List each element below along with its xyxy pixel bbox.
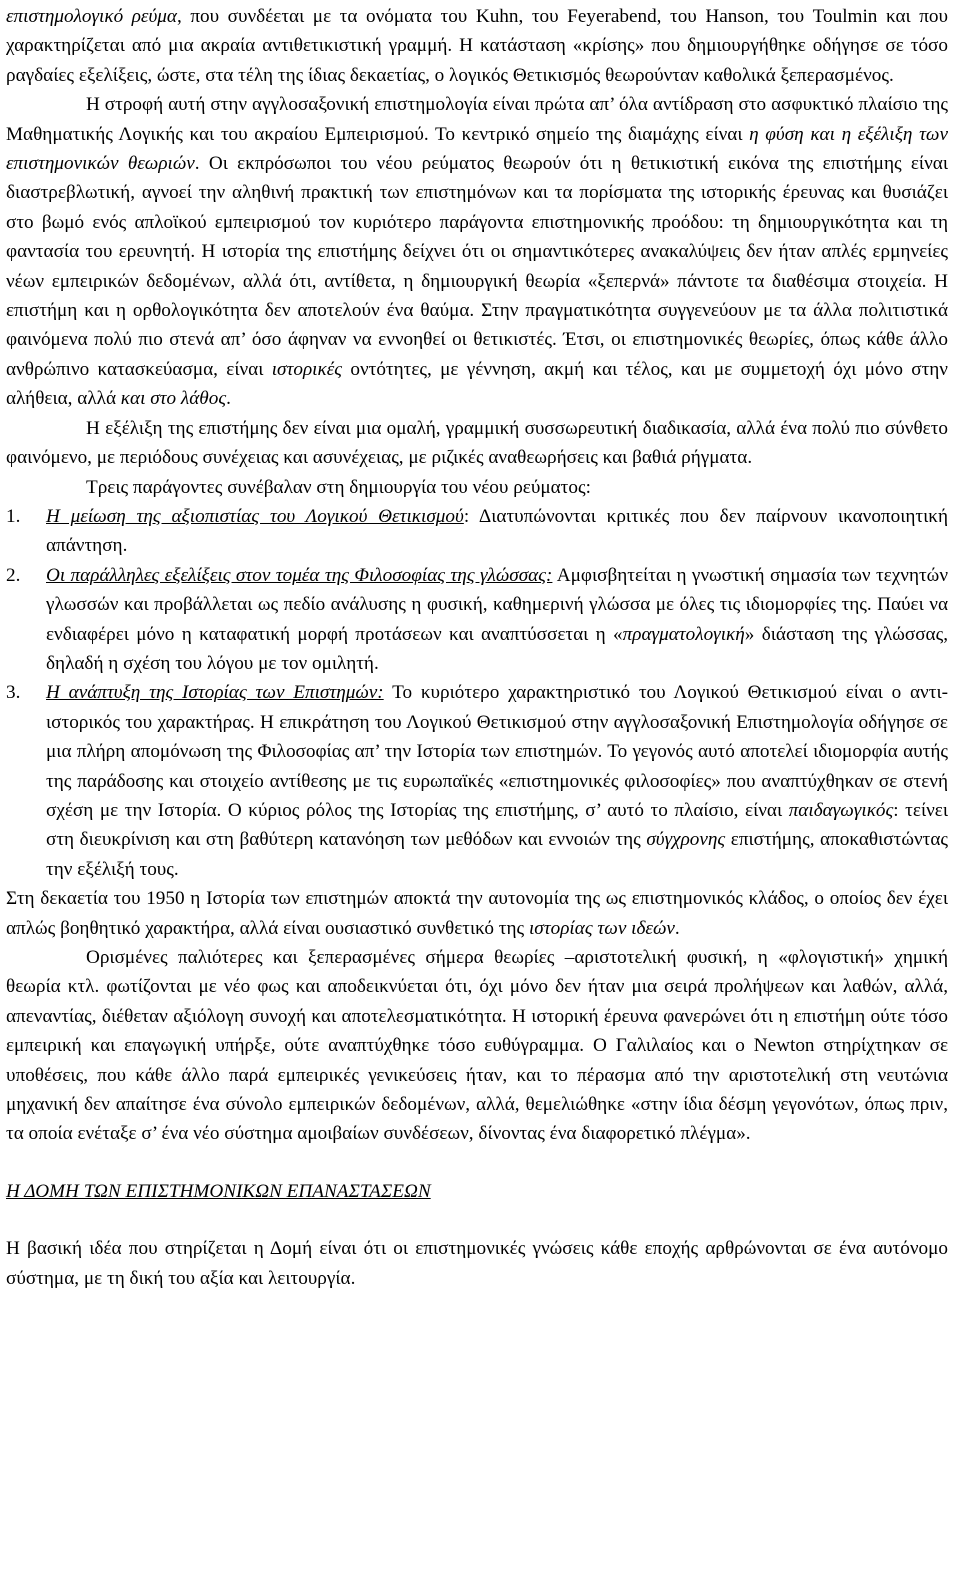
paragraph-1-italic-phrase: επιστημολογικό ρεύμα — [6, 6, 177, 27]
paragraph-5-text-a: Στη δεκαετία του 1950 η Ιστορία των επιστημών αποκτά την αυτονομία της ως επιστημονικός κλάδος, ο οποίος δεν έχει απλώς βοηθητικό χαρακτήρα, αλλά είναι ουσιαστικό συνθετικό της — [6, 888, 948, 939]
paragraph-2-emphasis-historical: ιστορικές — [271, 358, 343, 380]
paragraph-2-text-a: Η στροφή αυτή στην αγγλοσαξονική επιστημολογία είναι πρώτα απ’ όλα αντίδραση στο ασφυκτικό πλαίσιο της Μαθηματικής Λογικής και του ακραίου Εμπειρισμού. Το κεντρικό σημείο της διαμάχης είναι — [6, 94, 948, 145]
factor-number: 1. — [6, 505, 21, 527]
factor-item — [6, 502, 948, 561]
paragraph-5 — [6, 884, 948, 943]
paragraph-2-emphasis-error: και στο λάθος — [120, 388, 227, 410]
factor-title-separator: : — [463, 505, 479, 527]
factor-title-separator — [384, 682, 392, 703]
paragraph-3: Η εξέλιξη της επιστήμης δεν είναι μια ομαλή, γραμμική συσσωρευτική διαδικασία, αλλά ένα πολύ πιο σύνθετο φαινόμενο, με περιόδους συνέχειας και ασυνέχειας, με ριζικές αναθεωρήσεις και βαθιά ρήγματα. — [6, 417, 948, 469]
factor-text: επιστήμης, αποκαθιστώντας την εξέλιξή τους. — [46, 829, 949, 880]
factor-emphasis: παιδαγωγικός — [788, 799, 894, 821]
factors-list — [6, 502, 948, 884]
section-heading: Η ΔΟΜΗ ΤΩΝ ΕΠΙΣΤΗΜΟΝΙΚΩΝ ΕΠΑΝΑΣΤΑΣΕΩΝ — [6, 1180, 431, 1202]
factor-title: Η ανάπτυξη της Ιστορίας των Επιστημών: — [46, 682, 384, 704]
factor-text: Διατυπώνονται κριτικές που δεν παίρνουν ικανοποιητική απάντηση. — [46, 505, 948, 557]
factor-title: Οι παράλληλες εξελίξεις στον τομέα της Φιλοσοφίας της γλώσσας: — [46, 564, 553, 586]
paragraph-5-text-c: . — [674, 917, 680, 939]
factor-number: 3. — [6, 682, 21, 704]
paragraph-1-text: , που συνδέεται με τα ονόματα του Kuhn, του Feyerabend, του Hanson, του Toulmin και που χαρακτηρίζεται από μια ακραία αντιθετικιστική γραμμή. Η κατάσταση «κρίσης» που δημιουργήθηκε οδήγησε σε τόσο ραγδαίες εξελίξεις, ώστε, στα τέλη της ίδιας δεκαετίας, ο λογικός Θετικισμός θεωρούνταν καθολικά ξεπερασμένος. — [6, 6, 948, 86]
paragraph-2-text-c: . Οι εκπρόσωποι του νέου ρεύματος θεωρούν ότι η θετικιστική εικόνα της επιστήμης είναι διαστρεβλωτική, αγνοεί την αληθινή πρακτική των επιστημόνων και τα πορίσματα της ιστορικής έρευνας και θυσιάζει στο βωμό ενός απλοϊκού εμπειρισμού τον κυριότερο παράγοντα επιστημονικής προόδου: τη δημιουργικότητα και τη φαντασία του ερευνητή. Η ιστορία της επιστήμης δείχνει ότι οι σημαντικότερες ανακαλύψεις δεν ήταν απλές ερμηνείες νέων εμπειρικών δεδομένων, αλλά ότι, αντίθετα, η δημιουργική θεωρία «ξεπερνά» πάντοτε τα διαθέσιμα στοιχεία. Η επιστήμη και η ορθολογικότητα δεν αποτελούν ένα θαύμα. Στην πραγματικότητα συγγενεύουν με τα άλλα πολιτιστικά φαινόμενα πολύ πιο στενά απ’ όσο άφηναν να εννοηθεί οι θετικιστές. Έτσι, οι επιστημονικές θεωρίες, όπως κάθε άλλο ανθρώπινο κατασκεύασμα, είναι — [6, 153, 948, 380]
paragraph-2-text-g: . — [226, 388, 231, 410]
factor-emphasis: πραγματολογική — [622, 623, 745, 645]
paragraph-1 — [6, 2, 948, 90]
paragraph-2 — [6, 90, 948, 413]
factor-number: 2. — [6, 564, 21, 586]
factor-text: » διάσταση της γλώσσας, δηλαδή η σχέση του λόγου με τον ομιλητή. — [46, 623, 948, 674]
factor-text: Αμφισβητείται η γνωστική σημασία των τεχνητών γλωσσών και προβάλλεται ως πεδίο ανάλυσης η φυσική, καθημερινή γλώσσα με όλες τις ιδιομορφίες της. Παύει να ενδιαφέρει μόνο η καταφατική μορφή προτάσεων και αναπτύσσεται η « — [46, 564, 948, 645]
factor-title: Η μείωση της αξιοπιστίας του Λογικού Θετικισμού — [46, 505, 464, 527]
factor-text: Το κυριότερο χαρακτηριστικό του Λογικού Θετικισμού είναι ο αντι-ιστορικός του χαρακτήρας. Η επικράτηση του Λογικού Θετικισμού στην αγγλοσαξονική Επιστημολογία οδήγησε σε μια πλήρη απομόνωση της Φιλοσοφίας απ’ την Ιστορία των επιστημών. Το γεγονός αυτό αποτελεί ιδιομορφία αυτής της παράδοσης και στοιχείο αντίθεσης με τις ευρωπαϊκές «επιστημονικές φιλοσοφίες» που αναπτύχθηκαν σε στενή σχέση με την Ιστορία. Ο κύριος ρόλος της Ιστορίας της επιστήμης, σ’ αυτό το πλαίσιο, είναι — [46, 682, 948, 821]
factor-item — [6, 561, 948, 679]
paragraph-7: Η βασική ιδέα που στηρίζεται η Δομή είναι ότι οι επιστημονικές γνώσεις κάθε εποχής αρθρώνονται σε ένα αυτόνομο σύστημα, με τη δική του αξία και λειτουργία. — [6, 1238, 948, 1289]
paragraph-5-emphasis: ιστορίας των ιδεών — [528, 917, 675, 939]
factor-item — [6, 678, 948, 884]
paragraph-4: Τρεις παράγοντες συνέβαλαν στη δημιουργία του νέου ρεύματος: — [86, 476, 591, 498]
paragraph-2-emphasis-theories: η φύση και η εξέλιξη των επιστημονικών θεωριών — [6, 123, 948, 175]
paragraph-6: Ορισμένες παλιότερες και ξεπερασμένες σήμερα θεωρίες –αριστοτελική φυσική, η «φλογιστική» χημική θεωρία κτλ. φωτίζονται με νέο φως και αποδεικνύεται ότι, όχι μόνο δεν ήταν μια σειρά προλήψεων και λαθών, αλλά, απεναντίας, διέθεταν αξιόλογη συνοχή και αποτελεσματικότητα. Η ιστορική έρευνα φανερώνει ότι η επιστήμη ούτε τόσο εμπειρική και επαγωγική υπήρξε, ούτε αναπτύχθηκε τόσο ευθύγραμμα. Ο Γαλιλαίος και ο Newton στηρίχτηκαν σε υποθέσεις, που κάθε άλλο παρά εμπειρικές γενικεύσεις ήταν, και το πέρασμα από την αριστοτελική στη νευτώνια μηχανική δεν απαίτησε ένα σύνολο εμπειρικών δεδομένων, αλλά, θεμελιώθηκε «στην ίδια δέσμη γεγονότων, όπως πριν, τα οποία ενέταξε σ’ ένα νέο σύστημα αμοιβαίων συνδέσεων, δίνοντας ένα διαφορετικό πλέγμα». — [6, 947, 948, 1145]
paragraph-2-text-e: οντότητες, με γέννηση, ακμή και τέλος, και με συμμετοχή όχι μόνο στην αλήθεια, αλλά — [6, 358, 948, 410]
factor-text: : τείνει στη διευκρίνιση και στη βαθύτερη κατανόηση των μεθόδων και εννοιών της — [46, 799, 949, 851]
factor-emphasis: σύγχρονης — [646, 829, 726, 851]
